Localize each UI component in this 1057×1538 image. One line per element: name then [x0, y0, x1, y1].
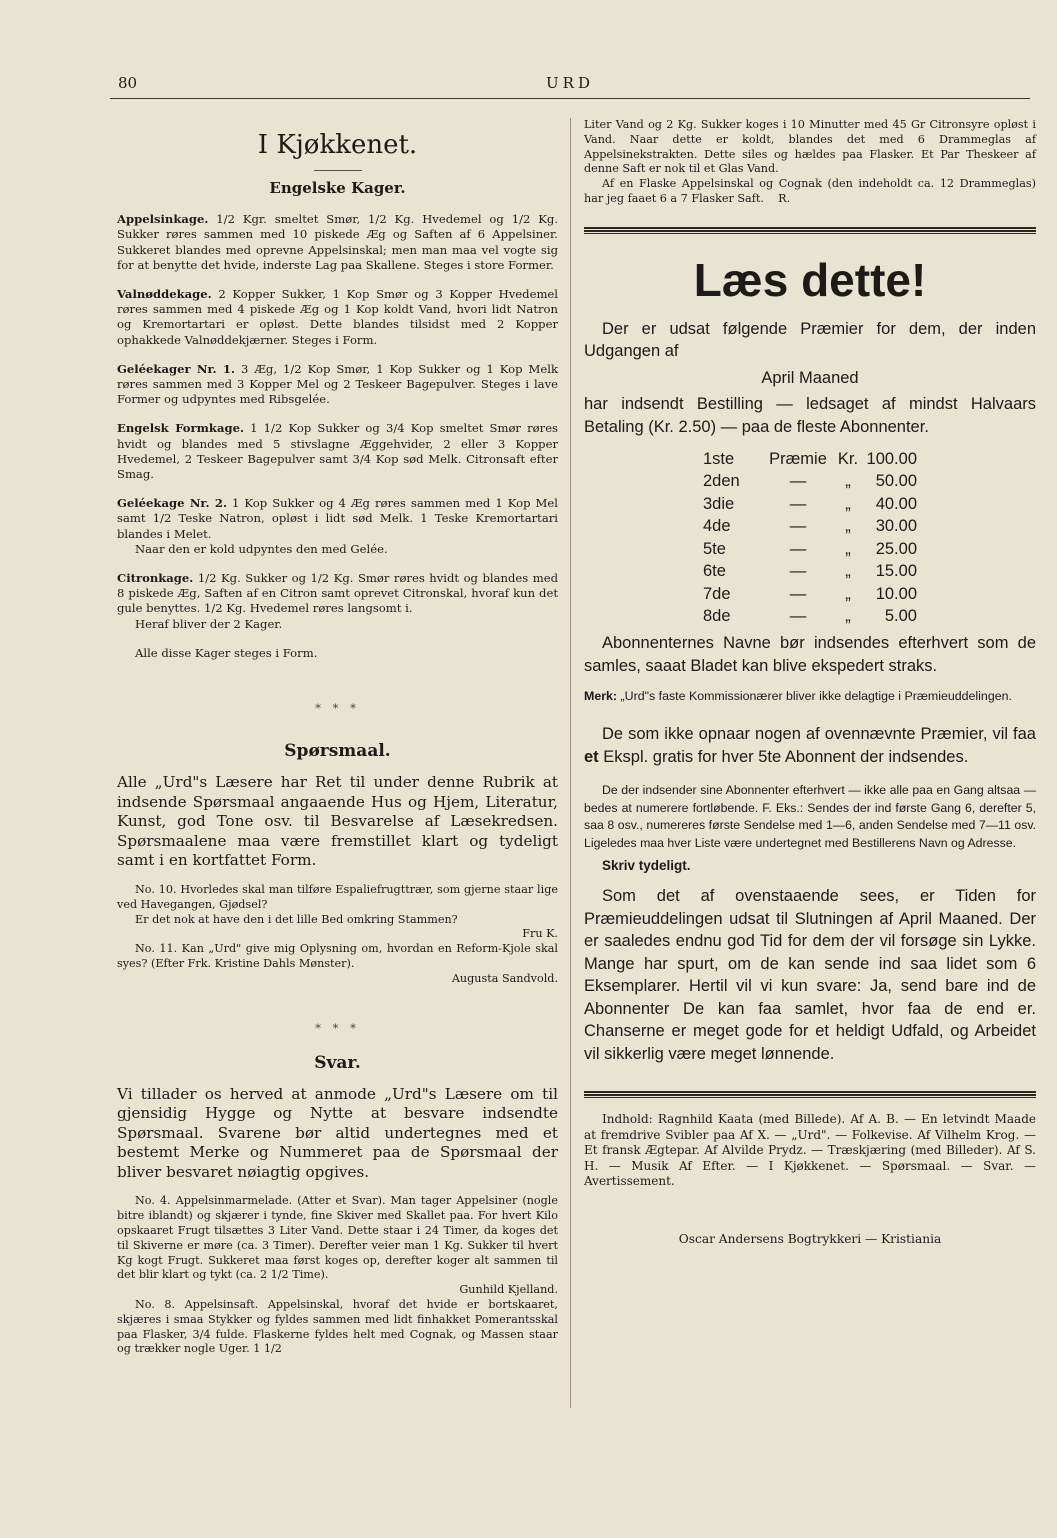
- prize-currency: „: [845, 472, 851, 491]
- prize-currency: „: [845, 584, 851, 603]
- recipe: [117, 362, 558, 408]
- consolation-post: Ekspl. gratis for hver 5te Abonnent der indsendes.: [603, 747, 969, 766]
- prize-row: [703, 606, 917, 629]
- question-text: No. 11. Kan „Urd" give mig Oplysning om, hvordan en Reform-Kjole skal syes? (Efter Frk. Kristine Dahls Mønster).: [117, 942, 558, 970]
- consolation-note: [584, 723, 1036, 768]
- recipe-title: Citronkage.: [117, 571, 194, 586]
- page-number: 80: [118, 74, 138, 92]
- prize-rank: 8de: [703, 607, 731, 626]
- continuation-text-2: [584, 177, 1036, 207]
- recipe-title: Geléekager Nr. 1.: [117, 361, 235, 376]
- right-column: [584, 118, 1036, 1247]
- recipe-body: 3 Æg, 1/2 Kop Smør, 1 Kop Sukker og 1 Kop Melk røres sammen med 3 Kopper Mel og 2 Teskeer Bagepulver. Steges i lave Former og udpyntes med Ribsgelée.: [117, 361, 558, 407]
- prize-currency: „: [845, 562, 851, 581]
- section-title: I Kjøkkenet.: [257, 130, 418, 160]
- answers-title: Svar.: [314, 1052, 361, 1073]
- masthead: URD: [546, 74, 594, 92]
- recipe: [117, 287, 558, 348]
- prize-rank: 3die: [703, 494, 735, 513]
- prize-label: Præmie: [769, 449, 827, 468]
- merk-text: „Urd"s faste Kommissionærer bliver ikke delagtige i Præmieuddelingen.: [620, 689, 1012, 704]
- prize-amount: 5.00: [884, 607, 917, 626]
- prize-label: —: [789, 494, 807, 513]
- prize-rank: 4de: [703, 517, 731, 536]
- recipe-body: 1/2 Kg. Sukker og 1/2 Kg. Smør røres hvidt og blandes med 8 piskede Æg, Saften af en Citron samt oprevet Citronskal, hvoraf kun det gule benyttes. 1/2 Kg. Hvedemel røres langsomt i.: [117, 571, 558, 616]
- continuation-text-2-body: Af en Flaske Appelsinskal og Cognak (den indeholdt ca. 12 Drammeglas) har jeg faaet 6 a 7 Flasker Saft.: [584, 177, 1036, 205]
- title-rule: [314, 170, 362, 171]
- left-column: [117, 118, 558, 1357]
- ad-closing: Som det af ovenstaaende sees, er Tiden for Præmieuddelingen udsat til Slutningen af April Maaned. Der er saaledes endnu god Tid for dem der vil forsøge sin Lykke. Mange har spurt, om de kan sende ind saa lidet som 6 Eksemplarer. Hertil vil vi kun svare: Ja, send bare ind de Abonnenter De kan faa samlet, hvor faa de end er. Chanserne er meget gode for et heldigt Udfald, og Arbeidet vil sikkerlig være meget lønnende.: [584, 887, 1036, 1063]
- consolation-pre: De som ikke opnaar nogen af ovennævnte Præmier, vil faa: [602, 725, 1036, 744]
- recipe-title: Appelsinkage.: [117, 212, 209, 227]
- recipe-title: Geléekage Nr. 2.: [117, 496, 227, 511]
- answer-item: [117, 1194, 558, 1298]
- prize-row: [703, 448, 917, 471]
- answer-item: [117, 1298, 558, 1357]
- prize-currency: „: [845, 494, 851, 513]
- prize-currency: Kr.: [837, 449, 859, 468]
- recipe-extra: Naar den er kold udpyntes den med Gelée.: [135, 541, 388, 556]
- prize-amount: 15.00: [875, 562, 917, 581]
- ad-month: April Maaned: [761, 368, 859, 387]
- page-header: [110, 72, 1030, 99]
- answers-intro: Vi tillader os herved at anmode „Urd"s Læsere om til gjensidig Hygge og Nytte at besvare indsendte Spørsmaal. Svarene bør altid undertegnes med et bestemt Merke og Nummeret paa de Spørsmaal der bliver besvaret nøiagtig opgives.: [117, 1084, 558, 1181]
- prize-currency: „: [845, 539, 851, 558]
- prize-currency: „: [845, 517, 851, 536]
- prize-amount: 100.00: [866, 449, 917, 468]
- prize-amount: 50.00: [875, 472, 917, 491]
- continuation-text: Liter Vand og 2 Kg. Sukker koges i 10 Minutter med 45 Gr Citronsyre opløst i Vand. Naar dette er koldt, blandes det med 6 Drammeglas af Appelsinekstrakten. Dette siles og hældes paa Flasker. Et Par Theskeer af denne Saft er nok til et Glas Vand.: [584, 118, 1036, 176]
- questions-title: Spørsmaal.: [284, 741, 391, 762]
- table-of-contents: Indhold: Ragnhild Kaata (med Billede). Af A. B. — En letvindt Maade at fremdrive Svibler paa Af X. — „Urd". — Folkevise. Af Vilhelm Krog. — Et fransk Ægtepar. Af Alvilde Prydz. — Træskjæring (med Billeder). Af S. H. — Musik Af Efter. — I Kjøkkenet. — Spørsmaal. — Svar. — Avertissement.: [584, 1112, 1036, 1189]
- prize-rank: 6te: [703, 562, 726, 581]
- answer-signature: Gunhild Kjelland.: [459, 1283, 558, 1297]
- prize-label: —: [789, 472, 807, 491]
- prize-row: [703, 583, 917, 606]
- recipe-body: 2 Kopper Sukker, 1 Kop Smør og 3 Kopper Hvedemel røres sammen med 4 piskede Æg og 1 Kop koldt Vand, hvori lidt Natron og Kremortartari er opløst. Dette blandes tilsidst med 2 Kopper ophakkede Valnøddekjærner. Steges i Form.: [117, 287, 559, 347]
- question-signature: Fru K.: [522, 927, 558, 941]
- consolation-bold: et: [584, 747, 599, 766]
- closing-note: Alle disse Kager steges i Form.: [135, 645, 318, 660]
- question-signature: Augusta Sandvold.: [451, 971, 558, 985]
- heavy-rule: [584, 227, 1036, 234]
- merk-label: Merk:: [584, 689, 618, 704]
- ad-intro: Der er udsat følgende Præmier for dem, der inden Udgangen af: [584, 319, 1036, 361]
- question-text: No. 10. Hvorledes skal man tilføre Espaliefrugttrær, som gjerne staar lige ved Havegangen, Gjødsel?: [117, 882, 558, 911]
- prize-rank: 1ste: [703, 449, 735, 468]
- recipe: [117, 571, 558, 632]
- prize-row: [703, 471, 917, 494]
- answer-text: No. 8. Appelsinsaft. Appelsinskal, hvoraf det hvide er bortskaaret, skjæres i smaa Stykker og fyldes sammen med lidt finhakket Pomerantsskal paa Flasker, 3/4 fulde. Flaskerne fyldes helt med Cognak, og Massen staar og trækker nogle Uger. 1 1/2: [117, 1298, 558, 1356]
- prize-rank: 2den: [703, 472, 740, 491]
- merk-line: [584, 687, 1036, 705]
- prize-label: —: [789, 607, 807, 626]
- prize-label: —: [789, 539, 807, 558]
- prize-currency: „: [845, 607, 851, 626]
- heavy-rule: [584, 1091, 1036, 1098]
- recipe-text: [117, 496, 558, 542]
- prize-label: —: [789, 517, 807, 536]
- prize-amount: 25.00: [875, 539, 917, 558]
- column-divider: [570, 118, 571, 1408]
- question-text-2: Er det nok at have den i det lille Bed omkring Stammen?: [135, 912, 458, 926]
- recipe: [117, 421, 558, 482]
- answer-continuation: [584, 118, 1036, 207]
- recipe-body: 1 Kop Sukker og 4 Æg røres sammen med 1 Kop Mel samt 1/2 Teske Natron, opløst i lidt sød Melk. 1 Teske Kremortartari blandes i Melet.: [117, 496, 558, 541]
- recipe: [117, 212, 558, 273]
- prize-row: [703, 561, 917, 584]
- prize-row: [703, 516, 917, 539]
- recipe: [117, 496, 558, 557]
- recipe-body: 1/2 Kgr. smeltet Smør, 1/2 Kg. Hvedemel og 1/2 Kg. Sukker røres sammen med 10 piskede Æg og Saften af 6 Appelsiner. Sukkeret blandes med oprevne Appelsinskal; men man maa vel vogte sig for at benytte det hvide, inderste Lag paa Skallene. Steges i store Former.: [117, 212, 559, 272]
- recipe-extra: Heraf bliver der 2 Kager.: [135, 616, 283, 631]
- names-note: Abonnenternes Navne bør indsendes efterhvert som de samles, saaat Bladet kan blive ekspedert straks.: [584, 634, 1036, 675]
- numbering-rules: De der indsender sine Abonnenter efterhvert — ikke alle paa en Gang altsaa — bedes at numerere fortløbende. F. Eks.: Sendes der ind første Gang 6, derefter 5, saa 8 osv., numereres første Sendelse med 1—6, anden Sendelse med 7—11 osv. Ligeledes maa hver Liste være undertegnet med Bestillerens Navn og Adresse.: [584, 783, 1036, 850]
- printer-imprint: Oscar Andersens Bogtrykkeri — Kristiania: [678, 1232, 942, 1247]
- question-item: [117, 942, 558, 986]
- prize-rank: 7de: [703, 584, 731, 603]
- prize-label: —: [789, 562, 807, 581]
- prize-table: [703, 448, 917, 628]
- recipe-body: 1 1/2 Kop Sukker og 3/4 Kop smeltet Smør røres hvidt og blandes med 5 stivslagne Æggehvider, 2 eller 3 Kopper Hvedemel, 2 Teskeer Bagepulver samt 3/4 Kop sød Melk. Citronsaft efter Smag.: [117, 421, 559, 482]
- write-clearly: Skriv tydeligt.: [602, 857, 691, 873]
- subsection-title: Engelske Kager.: [269, 179, 406, 197]
- recipe-text: [117, 571, 558, 617]
- prize-label: —: [789, 584, 807, 603]
- prize-row: [703, 493, 917, 516]
- prize-amount: 10.00: [875, 584, 917, 603]
- question-item: [117, 883, 558, 942]
- ad-title: Læs dette!: [693, 253, 927, 306]
- recipe-title: Valnøddekage.: [117, 287, 212, 302]
- questions-intro: Alle „Urd"s Læsere har Ret til under denne Rubrik at indsende Spørsmaal angaaende Hus og Hjem, Literatur, Kunst, god Tone osv. til Besvarelse af Læsekredsen. Spørsmaalene maa være fremstillet klart og tydeligt samt i en kortfattet Form.: [117, 773, 558, 870]
- continuation-signature: R.: [778, 191, 791, 205]
- prize-row: [703, 538, 917, 561]
- prize-amount: 40.00: [875, 494, 917, 513]
- separator-stars: * * *: [315, 701, 360, 716]
- answer-text: No. 4. Appelsinmarmelade. (Atter et Svar). Man tager Appelsiner (nogle bitre iblandt) og skjærer i tynde, fine Skiver med Skallet paa. For hvert Kilo opskaaret Frugt tilsættes 3 Liter Vand. Dette staar i 24 Timer, da koges det til Skiverne er møre (ca. 3 Timer). Derefter veier man 1 Kg. Sukker til hvert Kg kogt Frugt. Sukkeret maa først koges op, derefter koger alt sammen til det blir klart og tykt (ca. 2 1/2 Time).: [117, 1194, 558, 1282]
- separator-stars: * * *: [315, 1020, 360, 1035]
- ad-intro-2: har indsendt Bestilling — ledsaget af mindst Halvaars Betaling (Kr. 2.50) — paa de fleste Abonnenter.: [584, 395, 1036, 436]
- recipe-title: Engelsk Formkage.: [117, 421, 244, 436]
- prize-rank: 5te: [703, 539, 726, 558]
- prize-amount: 30.00: [875, 517, 917, 536]
